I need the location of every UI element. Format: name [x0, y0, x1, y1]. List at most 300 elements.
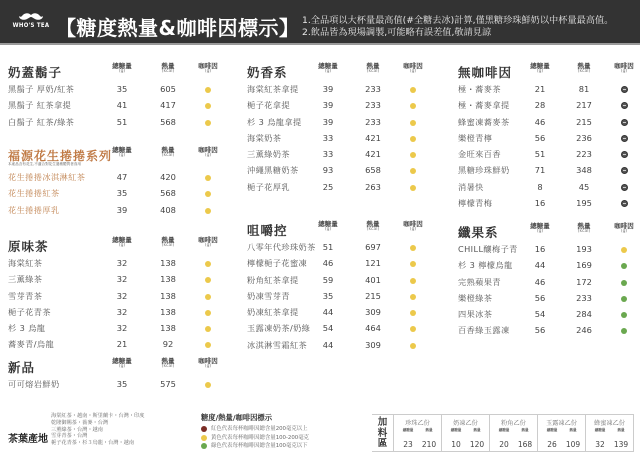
calorie-value: 568	[160, 188, 176, 199]
sugar-value: 35	[116, 379, 128, 389]
drink-name: 花生捲捲紅茶	[8, 188, 60, 199]
legend-item-yellow	[201, 434, 309, 443]
column-unit: (g)	[204, 69, 212, 74]
sugar-value: 93	[322, 165, 334, 176]
drink-name: 可可熔岩鮮奶	[8, 379, 60, 389]
column-unit: (g)	[409, 69, 417, 74]
drink-name: 蕎麥青/烏龍	[8, 339, 55, 350]
column-unit: (g)	[204, 364, 212, 369]
column-label: 總糖量	[318, 220, 338, 228]
column-unit: (g)	[204, 243, 212, 248]
column-label: 熱量	[577, 222, 591, 230]
sugar-value: 39	[116, 204, 128, 215]
caffeine-header	[604, 61, 640, 74]
drink-name: 沖繩黑糖奶茶	[247, 165, 299, 176]
calorie-value: 138	[160, 258, 176, 268]
header-notes	[302, 15, 613, 39]
caffeine-yellow-dot-icon	[205, 342, 211, 348]
calorie-value: 81	[578, 84, 590, 94]
calorie-value: 284	[576, 309, 592, 320]
caffeine-yellow-dot-icon	[410, 185, 416, 191]
sugar-value: 32	[116, 274, 128, 285]
sugar-header	[520, 61, 560, 74]
green-dot-icon	[201, 443, 207, 449]
sugar-header	[102, 356, 142, 369]
drink-name: CHILL釀梅子青	[458, 244, 518, 254]
sugar-value: 41	[116, 100, 128, 111]
topping-kcal-value: 210	[421, 440, 437, 449]
topping-cell	[538, 415, 586, 451]
calorie-value: 246	[576, 325, 592, 336]
topping-cell	[394, 415, 442, 451]
column-unit: (g)	[118, 364, 126, 369]
calories-header	[564, 61, 604, 74]
column-label: 咖啡因	[614, 222, 634, 230]
section-title: 無咖啡因	[458, 65, 513, 80]
legend-title: 糖度/熱量/咖啡因標示	[201, 413, 273, 422]
sugar-value: 54	[322, 323, 334, 334]
calorie-value: 408	[160, 204, 176, 215]
sugar-header	[102, 145, 142, 158]
drink-name: 花生捲捲冰淇淋紅茶	[8, 172, 86, 182]
calorie-value: 223	[576, 149, 592, 160]
caffeine-yellow-dot-icon	[410, 343, 416, 349]
note-2: 2.飲品皆為現場調製,可能略有誤差值,敬請見諒	[302, 27, 492, 38]
caffeine-yellow-dot-icon	[205, 326, 211, 332]
caffeine-header	[604, 221, 640, 234]
sugar-value: 51	[534, 149, 546, 160]
drink-name: 四果冰茶	[458, 309, 493, 320]
calorie-value: 233	[365, 116, 381, 127]
drink-name: 百香綠玉露凍	[458, 325, 510, 336]
calories-header	[353, 61, 393, 74]
caffeine-decaf-dot-icon	[621, 184, 628, 191]
drink-name: 杉 3 烏龍拿提	[247, 116, 302, 127]
drink-name: 梔子花拿提	[247, 100, 290, 111]
mustache-icon	[19, 12, 43, 21]
sugar-value: 44	[322, 307, 334, 318]
sugar-value: 32	[116, 258, 128, 268]
calorie-value: 138	[160, 323, 176, 334]
brand-name: WHO'S TEA	[12, 22, 50, 29]
topping-sugar-header: 總糖量	[402, 428, 414, 432]
sugar-value: 71	[534, 165, 546, 176]
caffeine-yellow-dot-icon	[410, 120, 416, 126]
column-label: 咖啡因	[403, 62, 423, 70]
calories-header	[148, 145, 188, 158]
caffeine-yellow-dot-icon	[410, 245, 416, 251]
drink-name: 海棠紅茶拿提	[247, 84, 299, 94]
drink-name: 花生捲捲厚乳	[8, 204, 60, 215]
drink-name: 八零年代珍珠奶茶	[247, 242, 316, 252]
legend-item-green	[201, 442, 309, 451]
drink-name: 樂橙綠茶	[458, 292, 493, 303]
topping-name: 粉角乙份	[501, 420, 526, 427]
topping-cell	[442, 415, 490, 451]
calorie-value: 121	[365, 258, 381, 269]
calorie-value: 401	[365, 274, 381, 285]
column-unit: (g)	[409, 227, 417, 232]
calorie-value: 658	[365, 165, 381, 176]
column-label: 熱量	[161, 62, 175, 70]
red-dot-icon	[201, 426, 207, 432]
topping-sugar-header: 總糖量	[498, 428, 510, 432]
column-unit: (g)	[324, 227, 332, 232]
column-unit: (g)	[204, 153, 212, 158]
drink-name: 極・蕎麥拿提	[458, 100, 510, 111]
column-label: 咖啡因	[198, 62, 218, 70]
column-label: 熱量	[577, 62, 591, 70]
column-unit: (kcal)	[366, 69, 380, 74]
drink-name: 杉 3 檸檬烏龍	[458, 260, 513, 271]
topping-kcal-value: 139	[613, 440, 629, 449]
drink-name: 杉 3 烏龍	[8, 323, 46, 334]
sugar-value: 32	[116, 290, 128, 301]
calorie-value: 697	[365, 242, 381, 252]
calorie-value: 138	[160, 274, 176, 285]
column-label: 咖啡因	[198, 146, 218, 154]
calorie-value: 45	[578, 181, 590, 192]
sugar-value: 44	[322, 339, 334, 350]
sugar-header	[308, 219, 348, 232]
section-title: 纖果系	[458, 225, 499, 240]
calorie-value: 138	[160, 306, 176, 317]
topping-name: 玉露凍乙份	[546, 420, 577, 427]
drink-name: 三薰綠茶	[8, 274, 43, 285]
drink-name: 黑鬍子 紅茶拿提	[8, 100, 72, 111]
calorie-value: 92	[162, 339, 174, 350]
topping-sugar-header: 總糖量	[546, 428, 558, 432]
column-label: 總糖量	[530, 222, 550, 230]
calorie-value: 421	[365, 132, 381, 143]
column-unit: (g)	[324, 69, 332, 74]
caffeine-yellow-dot-icon	[410, 168, 416, 174]
caffeine-yellow-dot-icon	[205, 208, 211, 214]
sugar-value: 46	[534, 276, 546, 287]
column-unit: (kcal)	[161, 243, 175, 248]
calorie-value: 215	[576, 116, 592, 127]
drink-name: 海棠奶茶	[247, 132, 282, 143]
column-unit: (kcal)	[161, 69, 175, 74]
caffeine-green-dot-icon	[621, 328, 627, 334]
caffeine-header	[188, 235, 228, 248]
legend-text: 綠色代表每杯咖啡因總含量100毫克以下	[211, 443, 308, 449]
topping-name: 奶凍乙份	[453, 420, 478, 427]
sugar-value: 33	[322, 149, 334, 160]
drink-name: 雪芽青茶	[8, 290, 43, 301]
calorie-value: 420	[160, 172, 176, 182]
section-title: 奶蓋鬍子	[8, 65, 63, 80]
caffeine-yellow-dot-icon	[205, 120, 211, 126]
drink-name: 樂橙青檸	[458, 132, 493, 143]
caffeine-decaf-dot-icon	[621, 151, 628, 158]
toppings-label	[372, 415, 394, 451]
sugar-value: 25	[322, 181, 334, 192]
sugar-value: 54	[534, 309, 546, 320]
caffeine-green-dot-icon	[621, 296, 627, 302]
yellow-dot-icon	[201, 435, 207, 441]
origin-title: 茶葉產地	[8, 434, 48, 445]
sugar-value: 59	[322, 274, 334, 285]
legend-text: 紅色代表每杯咖啡因總含量200毫克以上	[211, 426, 308, 432]
drink-name: 黑糖珍珠鮮奶	[458, 165, 510, 176]
caffeine-yellow-dot-icon	[621, 247, 627, 253]
caffeine-decaf-dot-icon	[621, 167, 628, 174]
caffeine-decaf-dot-icon	[621, 200, 628, 207]
topping-sugar-value: 26	[547, 440, 557, 449]
column-label: 總糖量	[112, 236, 132, 244]
drink-name: 梔子花青茶	[8, 306, 51, 317]
section-title: 福源花生捲捲系列	[8, 149, 113, 163]
caffeine-yellow-dot-icon	[410, 261, 416, 267]
drink-name: 檸檬青梅	[458, 198, 493, 209]
sugar-value: 35	[116, 188, 128, 199]
topping-sugar-value: 20	[499, 440, 509, 449]
calorie-value: 169	[576, 260, 592, 271]
column-unit: (g)	[620, 69, 628, 74]
sugar-header	[520, 221, 560, 234]
calorie-value: 233	[576, 292, 592, 303]
column-label: 咖啡因	[403, 220, 423, 228]
sugar-value: 56	[534, 292, 546, 303]
sugar-value: 28	[534, 100, 546, 111]
column-label: 熱量	[161, 236, 175, 244]
topping-kcal-header: 熱量	[521, 428, 529, 432]
toppings-table	[372, 414, 634, 452]
calorie-value: 138	[160, 290, 176, 301]
caffeine-decaf-dot-icon	[621, 102, 628, 109]
column-label: 總糖量	[112, 62, 132, 70]
sugar-value: 8	[537, 181, 543, 192]
column-label: 咖啡因	[198, 236, 218, 244]
drink-name: 完熟蘋果青	[458, 276, 501, 287]
toppings-label-char: 區	[377, 438, 388, 449]
caffeine-yellow-dot-icon	[410, 326, 416, 332]
calories-header	[564, 221, 604, 234]
column-unit: (kcal)	[366, 227, 380, 232]
column-unit: (g)	[118, 69, 126, 74]
sugar-value: 39	[322, 116, 334, 127]
calorie-value: 568	[160, 116, 176, 127]
topping-name: 蜂蜜凍乙份	[594, 420, 625, 427]
drink-name: 冰淇淋雪霜紅茶	[247, 339, 308, 350]
calorie-value: 605	[160, 84, 176, 94]
origin-line: 海棠紅茶・越南・斯里蘭卡・台灣・印度	[51, 413, 145, 419]
section-title: 咀嚼控	[247, 223, 288, 238]
caffeine-yellow-dot-icon	[410, 152, 416, 158]
caffeine-green-dot-icon	[621, 280, 627, 286]
sugar-value: 32	[116, 323, 128, 334]
section-title: 新品	[8, 360, 36, 375]
caffeine-yellow-dot-icon	[205, 382, 211, 388]
sugar-value: 21	[534, 84, 546, 94]
column-unit: (kcal)	[161, 153, 175, 158]
column-label: 熱量	[366, 62, 380, 70]
topping-kcal-value: 168	[517, 440, 533, 449]
calories-header	[148, 61, 188, 74]
column-label: 總糖量	[530, 62, 550, 70]
calorie-value: 172	[576, 276, 592, 287]
topping-sugar-value: 10	[451, 440, 461, 449]
sugar-value: 46	[534, 116, 546, 127]
column-label: 咖啡因	[198, 357, 218, 365]
calories-header	[148, 235, 188, 248]
origin-line: 雪芽青茶・台灣	[51, 433, 88, 440]
caffeine-yellow-dot-icon	[410, 294, 416, 300]
section-title: 原味茶	[8, 239, 49, 254]
caffeine-header	[188, 356, 228, 369]
calorie-value: 217	[576, 100, 592, 111]
column-unit: (kcal)	[577, 69, 591, 74]
caffeine-green-dot-icon	[621, 312, 627, 318]
sugar-header	[102, 235, 142, 248]
topping-sugar-value: 23	[403, 440, 413, 449]
sugar-value: 51	[322, 242, 334, 252]
column-label: 熱量	[161, 357, 175, 365]
sugar-value: 56	[534, 132, 546, 143]
sugar-value: 47	[116, 172, 128, 182]
calorie-value: 195	[576, 198, 592, 209]
sugar-value: 39	[322, 100, 334, 111]
calorie-value: 236	[576, 132, 592, 143]
topping-cell	[490, 415, 538, 451]
toppings-label-char: 料	[377, 427, 388, 439]
sugar-value: 33	[322, 132, 334, 143]
toppings-label-char: 加	[377, 417, 388, 428]
sugar-value: 16	[534, 198, 546, 209]
topping-kcal-header: 熱量	[473, 428, 481, 432]
sugar-value: 51	[116, 116, 128, 127]
section-subtitle: 本產品含有花生,不適合對花生過敏體質者食用	[8, 162, 82, 166]
drink-name: 黑鬍子 厚奶/紅茶	[8, 84, 75, 94]
caffeine-header	[393, 219, 433, 232]
sugar-value: 16	[534, 244, 546, 254]
drink-name: 檸檬梔子花蜜凍	[247, 258, 308, 269]
column-label: 熱量	[161, 146, 175, 154]
sugar-value: 44	[534, 260, 546, 271]
column-unit: (kcal)	[161, 364, 175, 369]
calorie-value: 421	[365, 149, 381, 160]
calorie-value: 233	[365, 84, 381, 94]
caffeine-decaf-dot-icon	[621, 119, 628, 126]
caffeine-yellow-dot-icon	[410, 103, 416, 109]
caffeine-header	[188, 145, 228, 158]
column-unit: (g)	[118, 153, 126, 158]
legend-item-red	[201, 425, 309, 434]
caffeine-yellow-dot-icon	[410, 278, 416, 284]
caffeine-yellow-dot-icon	[410, 136, 416, 142]
caffeine-yellow-dot-icon	[205, 310, 211, 316]
calorie-value: 464	[365, 323, 381, 334]
calorie-value: 263	[365, 181, 381, 192]
calorie-value: 417	[160, 100, 176, 111]
drink-name: 粉角紅茶拿提	[247, 274, 299, 285]
drink-name: 三薰綠奶茶	[247, 149, 290, 160]
topping-kcal-header: 熱量	[425, 428, 433, 432]
topping-cell	[586, 415, 634, 451]
topping-sugar-header: 總糖量	[594, 428, 606, 432]
drink-name: 白鬍子 紅茶/綠茶	[8, 116, 75, 127]
calorie-value: 215	[365, 290, 381, 301]
topping-sugar-value: 32	[595, 440, 605, 449]
column-label: 總糖量	[112, 146, 132, 154]
legend-text: 黃色代表每杯咖啡因總含量100-200毫克	[211, 434, 309, 441]
caffeine-yellow-dot-icon	[205, 175, 211, 181]
drink-name: 蜂蜜凍蕎麥茶	[458, 116, 510, 127]
topping-kcal-value: 120	[469, 440, 485, 449]
drink-name: 消暑快	[458, 181, 484, 192]
brand-logo	[10, 12, 52, 29]
topping-kcal-header: 熱量	[569, 428, 577, 432]
caffeine-green-dot-icon	[621, 263, 627, 269]
caffeine-yellow-dot-icon	[410, 87, 416, 93]
drink-name: 金旺來百香	[458, 149, 501, 160]
origin-lines	[51, 413, 144, 447]
calorie-value: 193	[576, 244, 592, 254]
column-label: 總糖量	[318, 62, 338, 70]
calorie-value: 309	[365, 307, 381, 318]
topping-kcal-header: 熱量	[617, 428, 625, 432]
sugar-header	[308, 61, 348, 74]
caffeine-yellow-dot-icon	[205, 87, 211, 93]
sugar-value: 35	[322, 290, 334, 301]
calorie-value: 309	[365, 339, 381, 350]
caffeine-header	[393, 61, 433, 74]
column-unit: (g)	[536, 229, 544, 234]
sugar-value: 56	[534, 325, 546, 336]
column-label: 總糖量	[112, 357, 132, 365]
caffeine-yellow-dot-icon	[205, 294, 211, 300]
caffeine-header	[188, 61, 228, 74]
sugar-value: 32	[116, 306, 128, 317]
caffeine-legend	[201, 413, 309, 451]
sugar-header	[102, 61, 142, 74]
caffeine-decaf-dot-icon	[621, 135, 628, 142]
column-label: 咖啡因	[614, 62, 634, 70]
column-unit: (g)	[620, 229, 628, 234]
drink-name: 極・蕎麥茶	[458, 84, 501, 94]
drink-name: 海棠紅茶	[8, 258, 43, 268]
caffeine-yellow-dot-icon	[205, 277, 211, 283]
drink-name: 梔子花厚乳	[247, 181, 290, 192]
column-unit: (g)	[118, 243, 126, 248]
drink-name: 奶凍雪芽青	[247, 290, 290, 301]
column-label: 熱量	[366, 220, 380, 228]
column-unit: (g)	[536, 69, 544, 74]
sugar-value: 46	[322, 258, 334, 269]
caffeine-yellow-dot-icon	[410, 310, 416, 316]
section-title: 奶香系	[247, 65, 288, 80]
topping-name: 珍珠乙份	[405, 420, 430, 427]
sugar-value: 39	[322, 84, 334, 94]
note-1: 1.全品項以大杯量最高值(#全糖去冰)計算,僅黑糖珍珠鮮奶以中杯量最高值。	[302, 15, 614, 26]
sugar-value: 21	[116, 339, 128, 350]
calorie-value: 233	[365, 100, 381, 111]
topping-sugar-header: 總糖量	[450, 428, 462, 432]
origin-line: 三薰綠茶・台灣・越南	[51, 426, 103, 433]
calorie-value: 575	[160, 379, 176, 389]
calories-header	[148, 356, 188, 369]
caffeine-yellow-dot-icon	[205, 103, 211, 109]
caffeine-yellow-dot-icon	[205, 261, 211, 267]
caffeine-decaf-dot-icon	[621, 86, 628, 93]
page-title: 【糖度熱量&咖啡因標示】	[56, 16, 300, 40]
caffeine-yellow-dot-icon	[205, 191, 211, 197]
drink-name: 玉露凍奶茶/奶綠	[247, 323, 311, 334]
drink-name: 奶凍紅茶拿提	[247, 307, 299, 318]
calorie-value: 348	[576, 165, 592, 176]
origin-line: 乾隆御賜茶・蕎麥・台灣	[51, 419, 109, 426]
